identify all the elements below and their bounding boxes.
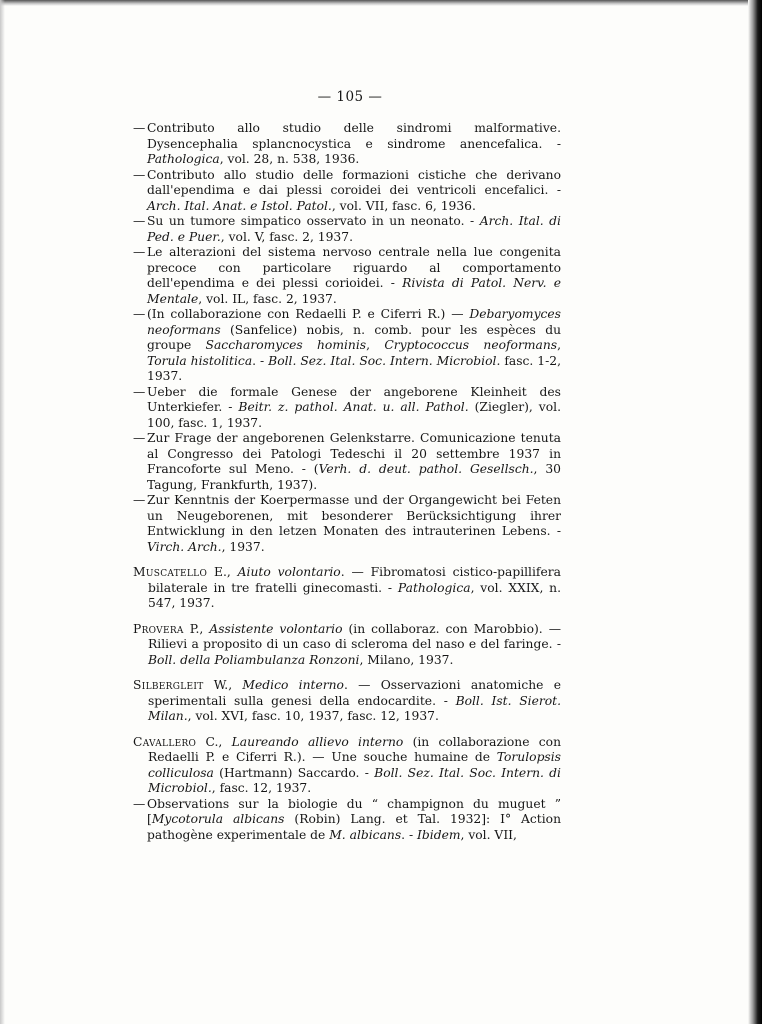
- text-run: Zur Frage der angeborenen Gelenkstarre. Comunicazione tenuta al Congresso dei Patologi Tedeschi il 20 settembre 1937 in Francoforte sul Meno. - (: [147, 431, 561, 476]
- italic-text: Arch. Ital. Anat. e Istol. Patol.: [147, 198, 332, 213]
- italic-text: Saccharomyces hominis: [205, 338, 367, 352]
- text-run: , 1937.: [221, 539, 265, 554]
- bibliography-text: [133, 121, 561, 843]
- bibliography-entry: [133, 385, 561, 432]
- text-run: ,: [557, 338, 561, 352]
- text-run: . -: [401, 827, 418, 842]
- entry-dash: —: [133, 214, 146, 228]
- text-run: Le alterazioni del sistema nervoso centrale nella lue congenita precoce con particolare riguardo al comportamento dell'ependima e dei plessi corioidei. -: [147, 245, 561, 290]
- entry-dash: —: [133, 307, 146, 321]
- author-entry: [133, 565, 561, 612]
- text-run: Zur Kenntnis der Koerpermasse und der Organgewicht bei Feten un Neugeborenen, mit besonderer Berücksichtigung ihrer Entwicklung in den letzen Monaten des intrauterinen Lebens. -: [147, 493, 561, 538]
- author-name: Cavallero: [133, 734, 197, 749]
- author-entry-text: [133, 678, 561, 725]
- text-run: (in collaborazione con Redaelli P. e Ciferri R.). — Une souche humaine de: [148, 734, 561, 764]
- author-name: Provera: [133, 621, 184, 636]
- italic-text: Boll. Ist. Sierot. Milan.: [148, 693, 561, 723]
- author-entry-text: [133, 735, 561, 797]
- entry-dash: —: [133, 796, 146, 811]
- text-run: P.,: [183, 621, 210, 636]
- italic-text: Torula histolitica: [147, 353, 253, 368]
- bibliography-entry: [133, 121, 561, 168]
- author-entries: [133, 565, 561, 797]
- text-run: C.,: [196, 734, 232, 749]
- entry-dash: —: [133, 167, 146, 182]
- text-run: . — Fibromatosi cistico-papillifera bilaterale in tre fratelli ginecomasti. -: [148, 565, 561, 595]
- text-run: (Robin) Lang. et Tal. 1932]: I° Action pathogène experimentale de: [147, 812, 561, 842]
- bibliography-entry: [133, 307, 561, 385]
- author-entry: [133, 678, 561, 725]
- bibliography-entry: [133, 214, 561, 245]
- text-run: (Hartmann) Saccardo. -: [213, 765, 375, 780]
- text-run: Su un tumore simpatico osservato in un neonato. -: [147, 214, 480, 228]
- text-run: Ueber die formale Genese der angeborene Kleinheit des Unterkiefer. -: [147, 384, 561, 414]
- entry-dash: —: [133, 431, 146, 445]
- text-run: , vol. IL, fasc. 2, 1937.: [198, 291, 337, 306]
- text-run: . — Osservazioni anatomiche e sperimentali sulla genesi della endocardite. -: [148, 678, 561, 708]
- scan-edge-left: [0, 0, 5, 1024]
- text-run: , fasc. 12, 1937.: [211, 781, 312, 795]
- text-run: (in collaboraz. con Marobbio). — Rilievi a proposito di un caso di scleroma del naso e del faringe. -: [148, 621, 561, 651]
- bibliography-entry: [133, 797, 561, 844]
- trailing-entry-container: [133, 797, 561, 844]
- italic-text: Beitr. z. pathol. Anat. u. all. Pathol.: [238, 400, 469, 414]
- text-run: , 30 Tagung, Frankfurth, 1937).: [147, 462, 562, 492]
- italic-text: Boll. della Poliambulanza Ronzoni: [148, 652, 360, 667]
- text-run: , vol. 28, n. 538, 1936.: [219, 152, 360, 166]
- italic-text: Torulopsis colliculosa: [148, 750, 561, 780]
- text-run: , vol. VII,: [460, 827, 517, 842]
- scan-edge-top: [0, 0, 762, 6]
- italic-text: Assistente volontario: [209, 621, 343, 636]
- italic-text: Arch. Ital. di Ped. e Puer.: [147, 214, 561, 244]
- italic-text: Mycotorula albicans: [151, 812, 285, 826]
- italic-text: Verh. d. deut. pathol. Gesellsch.: [318, 462, 534, 476]
- page-number: — 105 —: [317, 89, 383, 105]
- italic-text: Laureando allievo interno: [231, 734, 404, 749]
- text-run: (Sanfelice) nobis, n. comb. pour les espèces du groupe: [147, 322, 561, 352]
- author-name: Silbergleit: [133, 678, 204, 692]
- italic-text: M. albicans: [329, 827, 402, 842]
- italic-text: Cryptococcus neoformans: [384, 338, 558, 352]
- author-entry: [133, 622, 561, 669]
- text-run: , vol. V, fasc. 2, 1937.: [220, 229, 353, 244]
- entry-dash: —: [133, 121, 146, 135]
- text-run: E.,: [207, 565, 238, 579]
- entry-dash: —: [133, 245, 146, 259]
- italic-text: Rivista di Patol. Nerv. e Mentale: [147, 276, 561, 306]
- bibliography-entry: [133, 493, 561, 555]
- author-entry: [133, 735, 561, 797]
- text-run: fasc. 1-2, 1937.: [147, 353, 561, 383]
- italic-text: Ibidem: [417, 827, 461, 842]
- text-run: , vol. XVI, fasc. 10, 1937, fasc. 12, 1937.: [187, 709, 439, 723]
- text-run: Observations sur la biologie du “ champignon du muguet ” [: [147, 796, 561, 826]
- text-run: . -: [252, 353, 269, 368]
- italic-text: Pathologica: [397, 580, 471, 595]
- author-entry-text: [133, 622, 561, 669]
- text-run: (Ziegler), vol. 100, fasc. 1, 1937.: [147, 400, 561, 430]
- bibliography-entry: [133, 168, 561, 215]
- italic-text: Aiuto volontario: [237, 565, 341, 579]
- italic-text: Debaryomyces neoformans: [147, 307, 561, 337]
- italic-text: Boll. Sez. Ital. Soc. Intern. Microbiol.: [268, 353, 501, 368]
- entry-dash: —: [133, 384, 146, 399]
- author-name: Muscatello: [133, 565, 208, 579]
- bibliography-entry: [133, 245, 561, 307]
- text-run: (In collaborazione con Redaelli P. e Ciferri R.) —: [147, 307, 470, 321]
- italic-text: Pathologica: [147, 152, 220, 166]
- text-run: , vol. VII, fasc. 6, 1936.: [331, 198, 476, 213]
- text-run: , vol. XXIX, n. 547, 1937.: [148, 580, 561, 610]
- entry-dash: —: [133, 493, 146, 507]
- bibliography-entry: [133, 431, 561, 493]
- italic-text: Medico interno: [242, 678, 344, 692]
- text-run: Contributo allo studio delle formazioni cistiche che derivano dall'ependima e dai plessi coroidei dei ventricoli encefalici. -: [147, 167, 561, 197]
- text-run: W.,: [203, 678, 243, 692]
- text-run: , Milano, 1937.: [359, 652, 454, 667]
- author-entry-text: [133, 565, 561, 612]
- text-run: Contributo allo studio delle sindromi malformative. Dysencephalia splancnocystica e sindrome anencefalica. -: [147, 121, 561, 151]
- text-run: ,: [366, 338, 385, 352]
- scan-edge-right: [748, 0, 762, 1024]
- italic-text: Boll. Sez. Ital. Soc. Intern. di Microbiol.: [148, 765, 561, 795]
- continued-entries: [133, 121, 561, 555]
- italic-text: Virch. Arch.: [147, 539, 222, 554]
